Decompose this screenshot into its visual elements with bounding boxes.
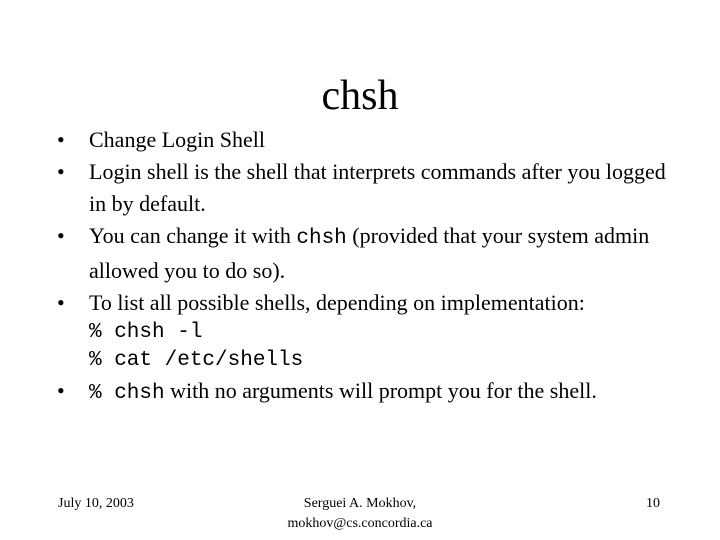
page-number: 10 [646,496,660,511]
bullet-text: Change Login Shell [89,127,265,152]
bullet-icon: • [57,159,65,184]
footer-author [0,494,720,534]
bullet-text-after: (provided that your system admin allowed you to do so). [89,223,650,283]
inline-command: % chsh [89,382,165,405]
bullet-text-before: You can change it with [89,223,297,248]
bullet-item-login-shell-definition [57,156,677,220]
bullet-icon: • [57,127,65,152]
bullet-text: To list all possible shells, depending on implementation: [89,290,585,315]
command-line: % chsh -l [89,321,203,344]
bullet-item-list-shells [57,287,677,375]
bullet-icon: • [57,223,65,248]
slide-title-text: chsh [321,73,399,119]
bullet-text: Login shell is the shell that interprets commands after you logged in by default. [89,159,666,216]
bullet-item-change-login-shell [57,124,677,156]
slide-title [0,72,720,120]
bullet-icon: • [57,378,65,403]
footer-author-email: mokhov@cs.concordia.ca [287,516,433,531]
bullet-item-change-with-chsh [57,220,677,287]
footer-date: July 10, 2003 [58,496,134,511]
bullet-item-chsh-prompt [57,375,677,410]
inline-command: chsh [296,227,347,250]
footer-author-name: Serguei A. Mokhov, [303,496,417,511]
bullet-list [57,124,677,410]
bullet-text-after: with no arguments will prompt you for the shell. [164,378,597,403]
bullet-icon: • [57,290,65,315]
command-line: % cat /etc/shells [89,349,304,372]
